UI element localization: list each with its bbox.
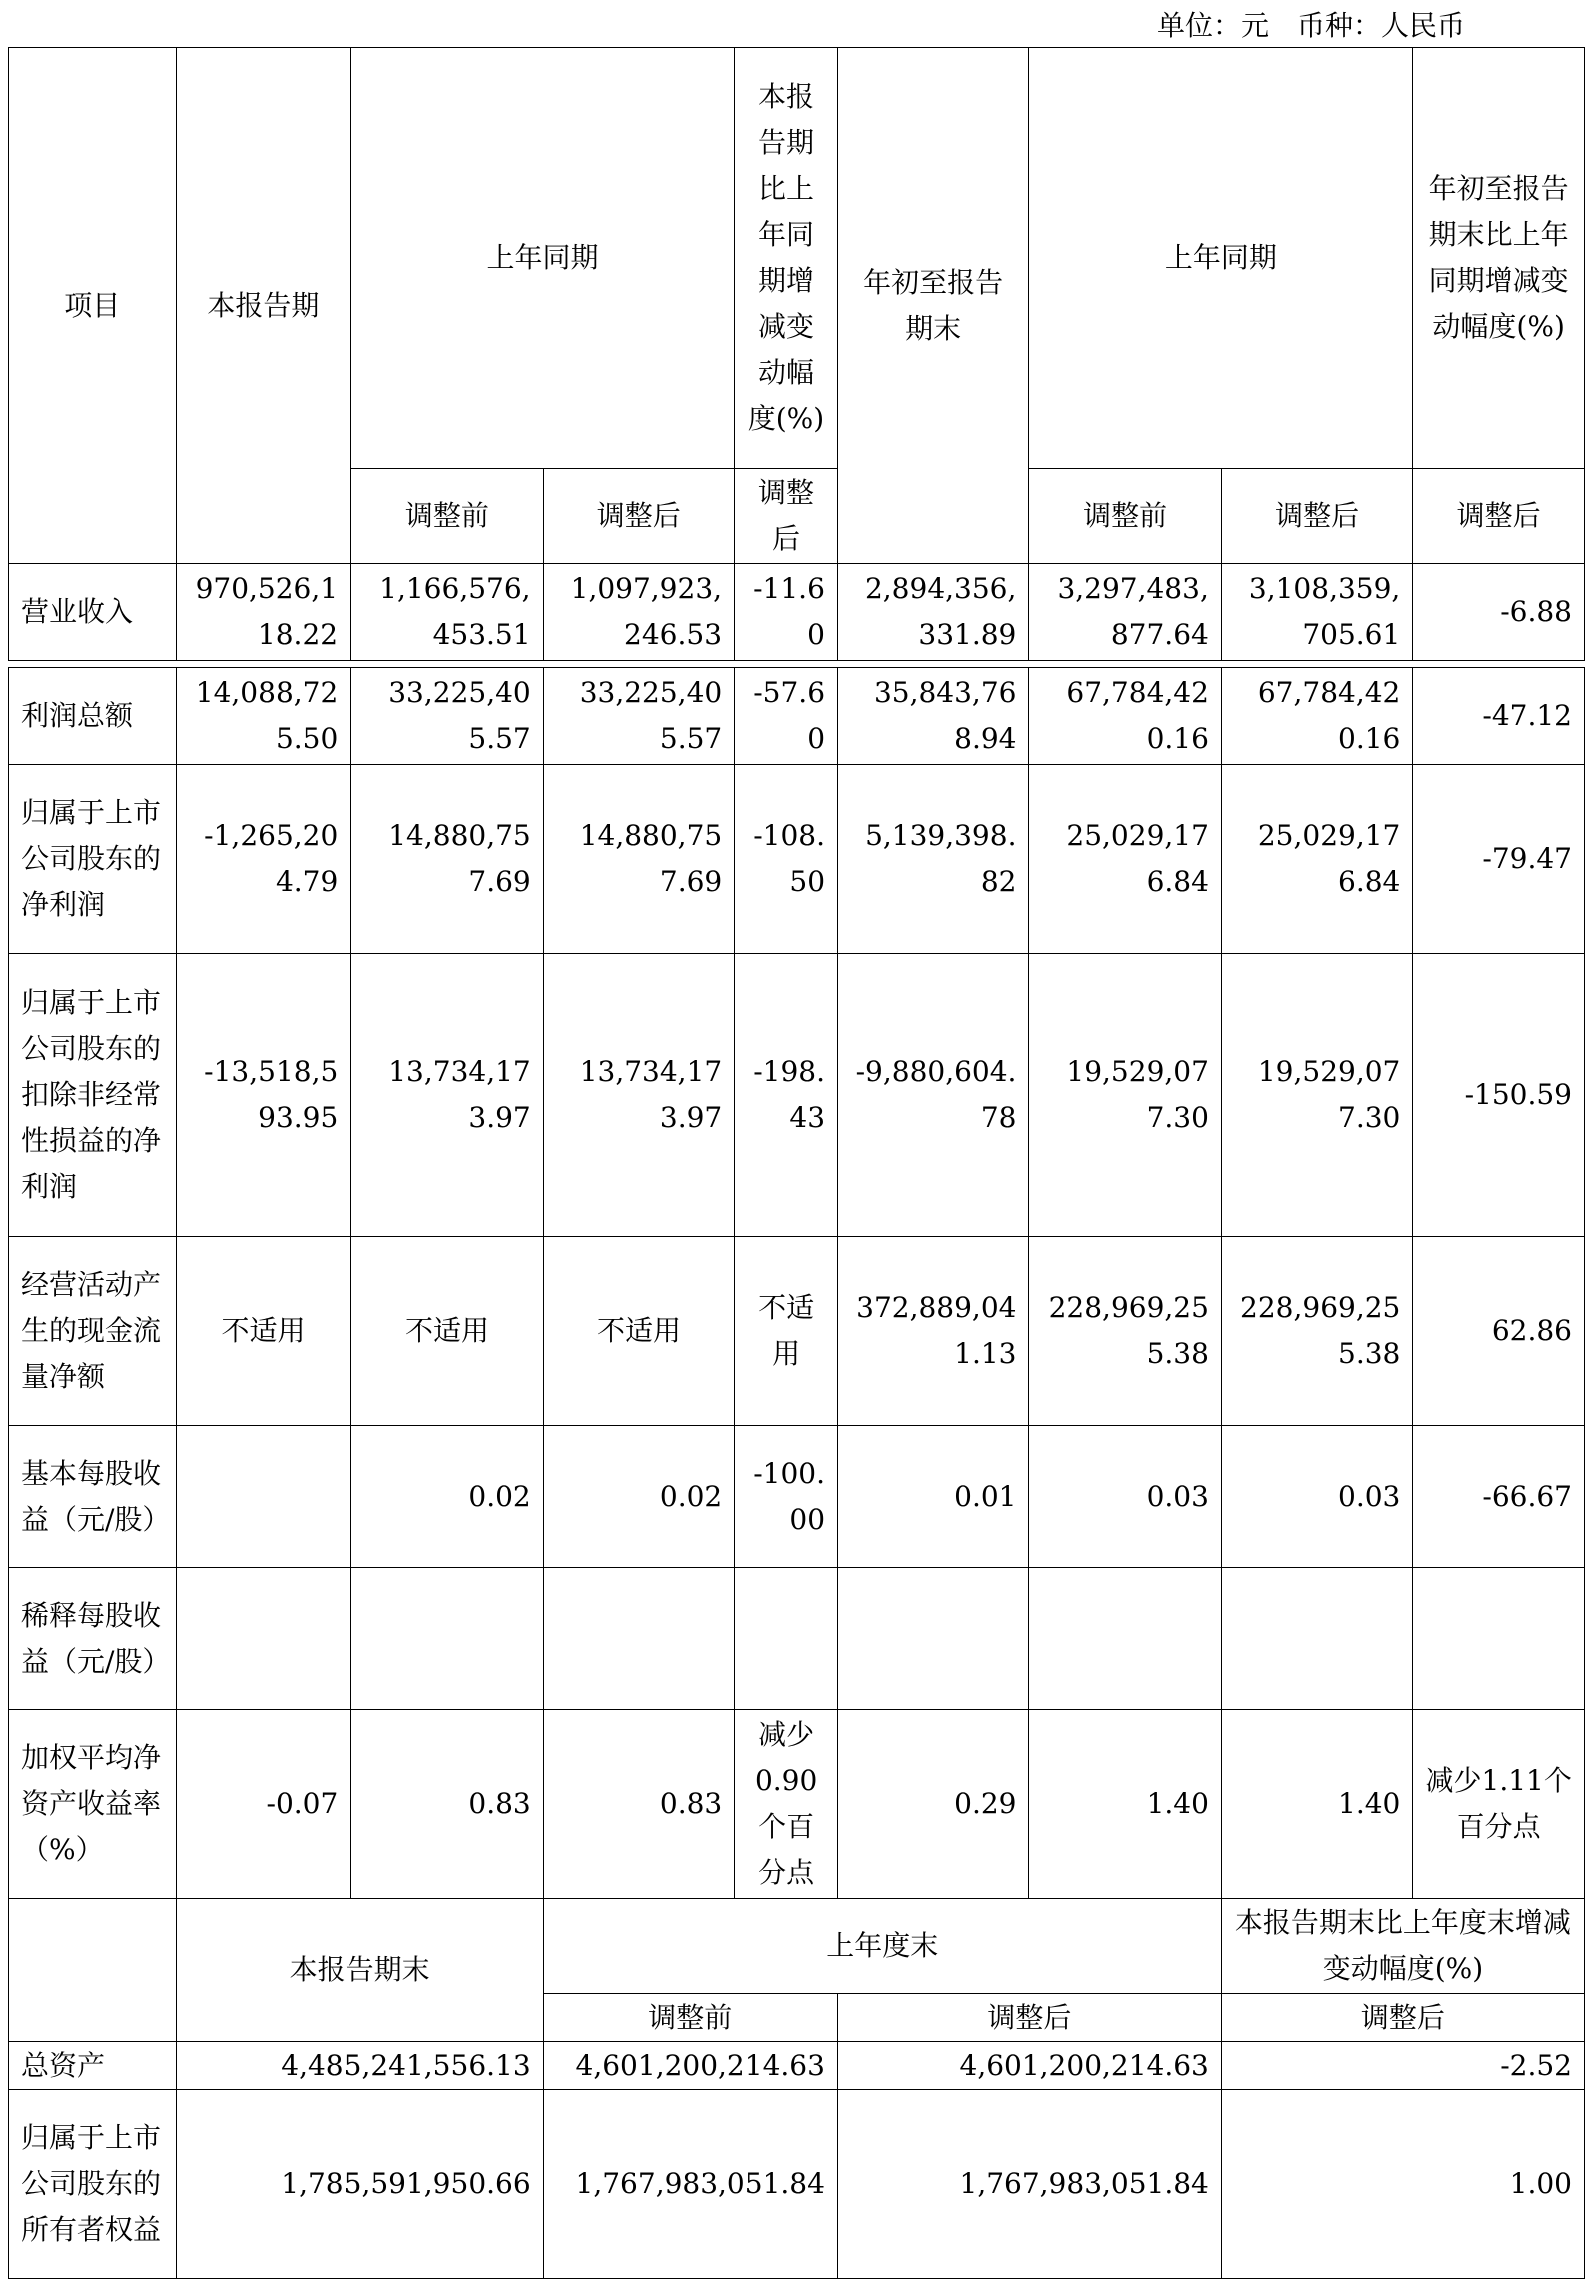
cell-value	[735, 1568, 838, 1710]
table-row	[9, 1426, 1585, 1568]
cell-value: 1,767,983,051.84	[543, 2090, 837, 2279]
table-row	[9, 564, 1585, 661]
row-label: 归属于上市公司股东的净利润	[9, 765, 177, 954]
table-row	[9, 1568, 1585, 1710]
cell-value: 62.86	[1413, 1237, 1585, 1426]
table-row	[9, 1710, 1585, 1899]
cell-value: 0.03	[1221, 1426, 1412, 1568]
cell-value	[543, 1568, 734, 1710]
cell-value: 33,225,405.57	[543, 668, 734, 765]
table-row	[9, 2042, 1585, 2090]
table-row	[9, 2090, 1585, 2279]
unit-currency-line: 单位：元 币种：人民币	[1157, 9, 1466, 42]
cell-value: -66.67	[1413, 1426, 1585, 1568]
cell-value: 0.83	[543, 1710, 734, 1899]
cell-value	[176, 1568, 351, 1710]
header-after-adjust-change: 调整后	[735, 469, 838, 564]
cell-value: 13,734,173.97	[351, 954, 543, 1237]
cell-value: 不适用	[735, 1237, 838, 1426]
cell-value: 0.29	[838, 1710, 1029, 1899]
header-change-pct-ytd: 年初至报告期末比上年同期增减变动幅度(%)	[1413, 48, 1585, 469]
cell-value	[351, 1568, 543, 1710]
cell-value: 228,969,255.38	[1221, 1237, 1412, 1426]
header-after-adjust-ytd-change: 调整后	[1413, 469, 1585, 564]
cell-value: 5,139,398.82	[838, 765, 1029, 954]
header-before-adjust: 调整前	[351, 469, 543, 564]
cell-value: 减少0.90个百分点	[735, 1710, 838, 1899]
cell-value: 372,889,041.13	[838, 1237, 1029, 1426]
cell-value: -1,265,204.79	[176, 765, 351, 954]
balance-header-change: 本报告期末比上年度末增减变动幅度(%)	[1221, 1899, 1584, 1994]
table-row	[9, 954, 1585, 1237]
cell-value	[1221, 1568, 1412, 1710]
cell-value: -198.43	[735, 954, 838, 1237]
row-label: 稀释每股收益（元/股）	[9, 1568, 177, 1710]
cell-value: 33,225,405.57	[351, 668, 543, 765]
header-item: 项目	[9, 48, 177, 564]
cell-value: 1,785,591,950.66	[176, 2090, 543, 2279]
row-label: 加权平均净资产收益率（%）	[9, 1710, 177, 1899]
cell-value: 0.83	[351, 1710, 543, 1899]
cell-value: 0.02	[543, 1426, 734, 1568]
financial-table-body	[8, 667, 1585, 1899]
row-label: 总资产	[9, 2042, 177, 2090]
cell-value: 1.00	[1221, 2090, 1584, 2279]
cell-value: 25,029,176.84	[1029, 765, 1221, 954]
financial-table-header	[8, 47, 1585, 661]
cell-value: -47.12	[1413, 668, 1585, 765]
table-row	[9, 765, 1585, 954]
cell-value: 1,166,576,453.51	[351, 564, 543, 661]
cell-value: -2.52	[1221, 2042, 1584, 2090]
cell-value: 19,529,077.30	[1221, 954, 1412, 1237]
cell-value: 3,108,359,705.61	[1221, 564, 1412, 661]
balance-header-blank	[9, 1899, 177, 2042]
balance-header-after-adjust-change: 调整后	[1221, 1994, 1584, 2042]
cell-value	[838, 1568, 1029, 1710]
cell-value: 不适用	[351, 1237, 543, 1426]
row-label: 利润总额	[9, 668, 177, 765]
cell-value: 4,485,241,556.13	[176, 2042, 543, 2090]
header-after-adjust: 调整后	[543, 469, 734, 564]
cell-value: -100.00	[735, 1426, 838, 1568]
cell-value: 14,880,757.69	[543, 765, 734, 954]
header-same-period-last-year: 上年同期	[351, 48, 735, 469]
cell-value: 67,784,420.16	[1221, 668, 1412, 765]
cell-value: 1.40	[1221, 1710, 1412, 1899]
cell-value: -6.88	[1413, 564, 1585, 661]
cell-value: 4,601,200,214.63	[543, 2042, 837, 2090]
cell-value: 1,767,983,051.84	[837, 2090, 1221, 2279]
cell-value: -150.59	[1413, 954, 1585, 1237]
header-same-period-last-year-ytd: 上年同期	[1029, 48, 1413, 469]
cell-value: 25,029,176.84	[1221, 765, 1412, 954]
cell-value: 不适用	[176, 1237, 351, 1426]
balance-header-period-end: 本报告期末	[176, 1899, 543, 2042]
cell-value: 0.03	[1029, 1426, 1221, 1568]
cell-value: 减少1.11个百分点	[1413, 1710, 1585, 1899]
balance-header-after-adjust: 调整后	[837, 1994, 1221, 2042]
cell-value: 1,097,923,246.53	[543, 564, 734, 661]
header-before-adjust-ytd: 调整前	[1029, 469, 1221, 564]
row-label: 营业收入	[9, 564, 177, 661]
cell-value: 0.01	[838, 1426, 1029, 1568]
cell-value: -11.60	[735, 564, 838, 661]
cell-value: -13,518,593.95	[176, 954, 351, 1237]
table-row	[9, 1237, 1585, 1426]
cell-value: 2,894,356,331.89	[837, 564, 1028, 661]
cell-value: 67,784,420.16	[1029, 668, 1221, 765]
header-change-pct-current: 本报告期比上年同期增减变动幅度(%)	[735, 48, 838, 469]
cell-value: 1.40	[1029, 1710, 1221, 1899]
header-after-adjust-ytd: 调整后	[1221, 469, 1412, 564]
cell-value: 970,526,118.22	[176, 564, 351, 661]
cell-value: 3,297,483,877.64	[1029, 564, 1221, 661]
cell-value: 14,088,725.50	[176, 668, 351, 765]
cell-value: 14,880,757.69	[351, 765, 543, 954]
cell-value	[1413, 1568, 1585, 1710]
cell-value: -108.50	[735, 765, 838, 954]
cell-value: 35,843,768.94	[838, 668, 1029, 765]
header-ytd: 年初至报告期末	[837, 48, 1028, 564]
cell-value: -57.60	[735, 668, 838, 765]
cell-value	[176, 1426, 351, 1568]
cell-value: -0.07	[176, 1710, 351, 1899]
balance-header-last-year-end: 上年度末	[543, 1899, 1221, 1994]
cell-value: 4,601,200,214.63	[837, 2042, 1221, 2090]
cell-value: 13,734,173.97	[543, 954, 734, 1237]
cell-value: -9,880,604.78	[838, 954, 1029, 1237]
table-row	[9, 668, 1585, 765]
row-label: 归属于上市公司股东的所有者权益	[9, 2090, 177, 2279]
row-label: 归属于上市公司股东的扣除非经常性损益的净利润	[9, 954, 177, 1237]
cell-value: 不适用	[543, 1237, 734, 1426]
row-label: 经营活动产生的现金流量净额	[9, 1237, 177, 1426]
cell-value: 0.02	[351, 1426, 543, 1568]
header-current-period: 本报告期	[176, 48, 351, 564]
balance-header-before-adjust: 调整前	[543, 1994, 837, 2042]
cell-value: 228,969,255.38	[1029, 1237, 1221, 1426]
cell-value	[1029, 1568, 1221, 1710]
balance-table	[8, 1898, 1585, 2279]
row-label: 基本每股收益（元/股）	[9, 1426, 177, 1568]
cell-value: 19,529,077.30	[1029, 954, 1221, 1237]
cell-value: -79.47	[1413, 765, 1585, 954]
